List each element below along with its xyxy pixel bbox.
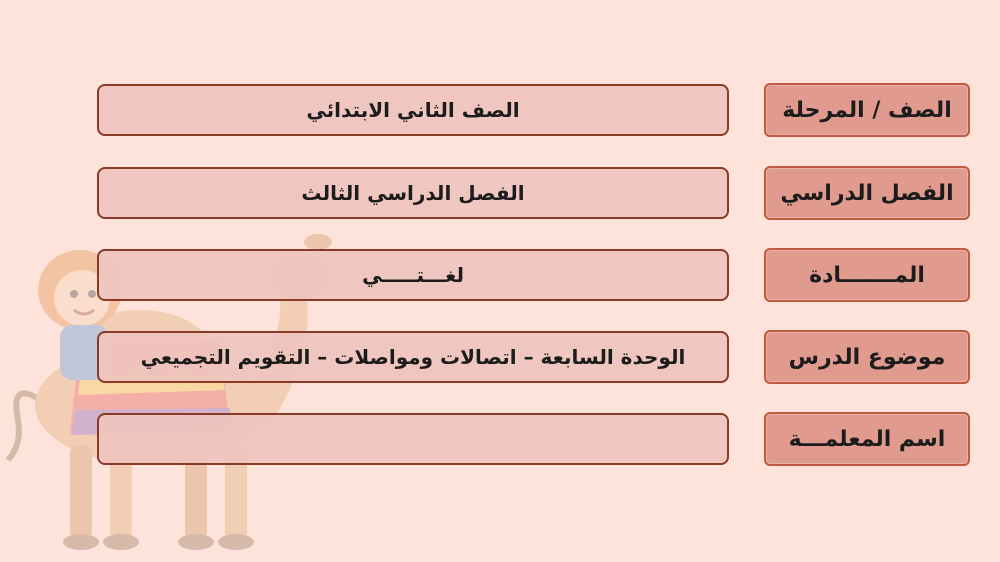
lesson-topic-label: موضوع الدرس (764, 330, 970, 384)
grade-value: الصف الثاني الابتدائي (97, 84, 729, 136)
info-row-lesson-topic (0, 330, 1000, 386)
info-row-grade (0, 83, 1000, 139)
info-row-subject (0, 248, 1000, 304)
lesson-topic-value: الوحدة السابعة – اتصالات ومواصلات – التقويم التجميعي (97, 331, 729, 383)
teacher-name-label: اسم المعلمـــة (764, 412, 970, 466)
semester-label: الفصل الدراسي (764, 166, 970, 220)
semester-value: الفصل الدراسي الثالث (97, 167, 729, 219)
info-row-teacher-name (0, 412, 1000, 468)
info-row-semester (0, 166, 1000, 222)
subject-label: المـــــــادة (764, 248, 970, 302)
subject-value: لغـــتـــــي (97, 249, 729, 301)
grade-label: الصف / المرحلة (764, 83, 970, 137)
teacher-name-value (97, 413, 729, 465)
